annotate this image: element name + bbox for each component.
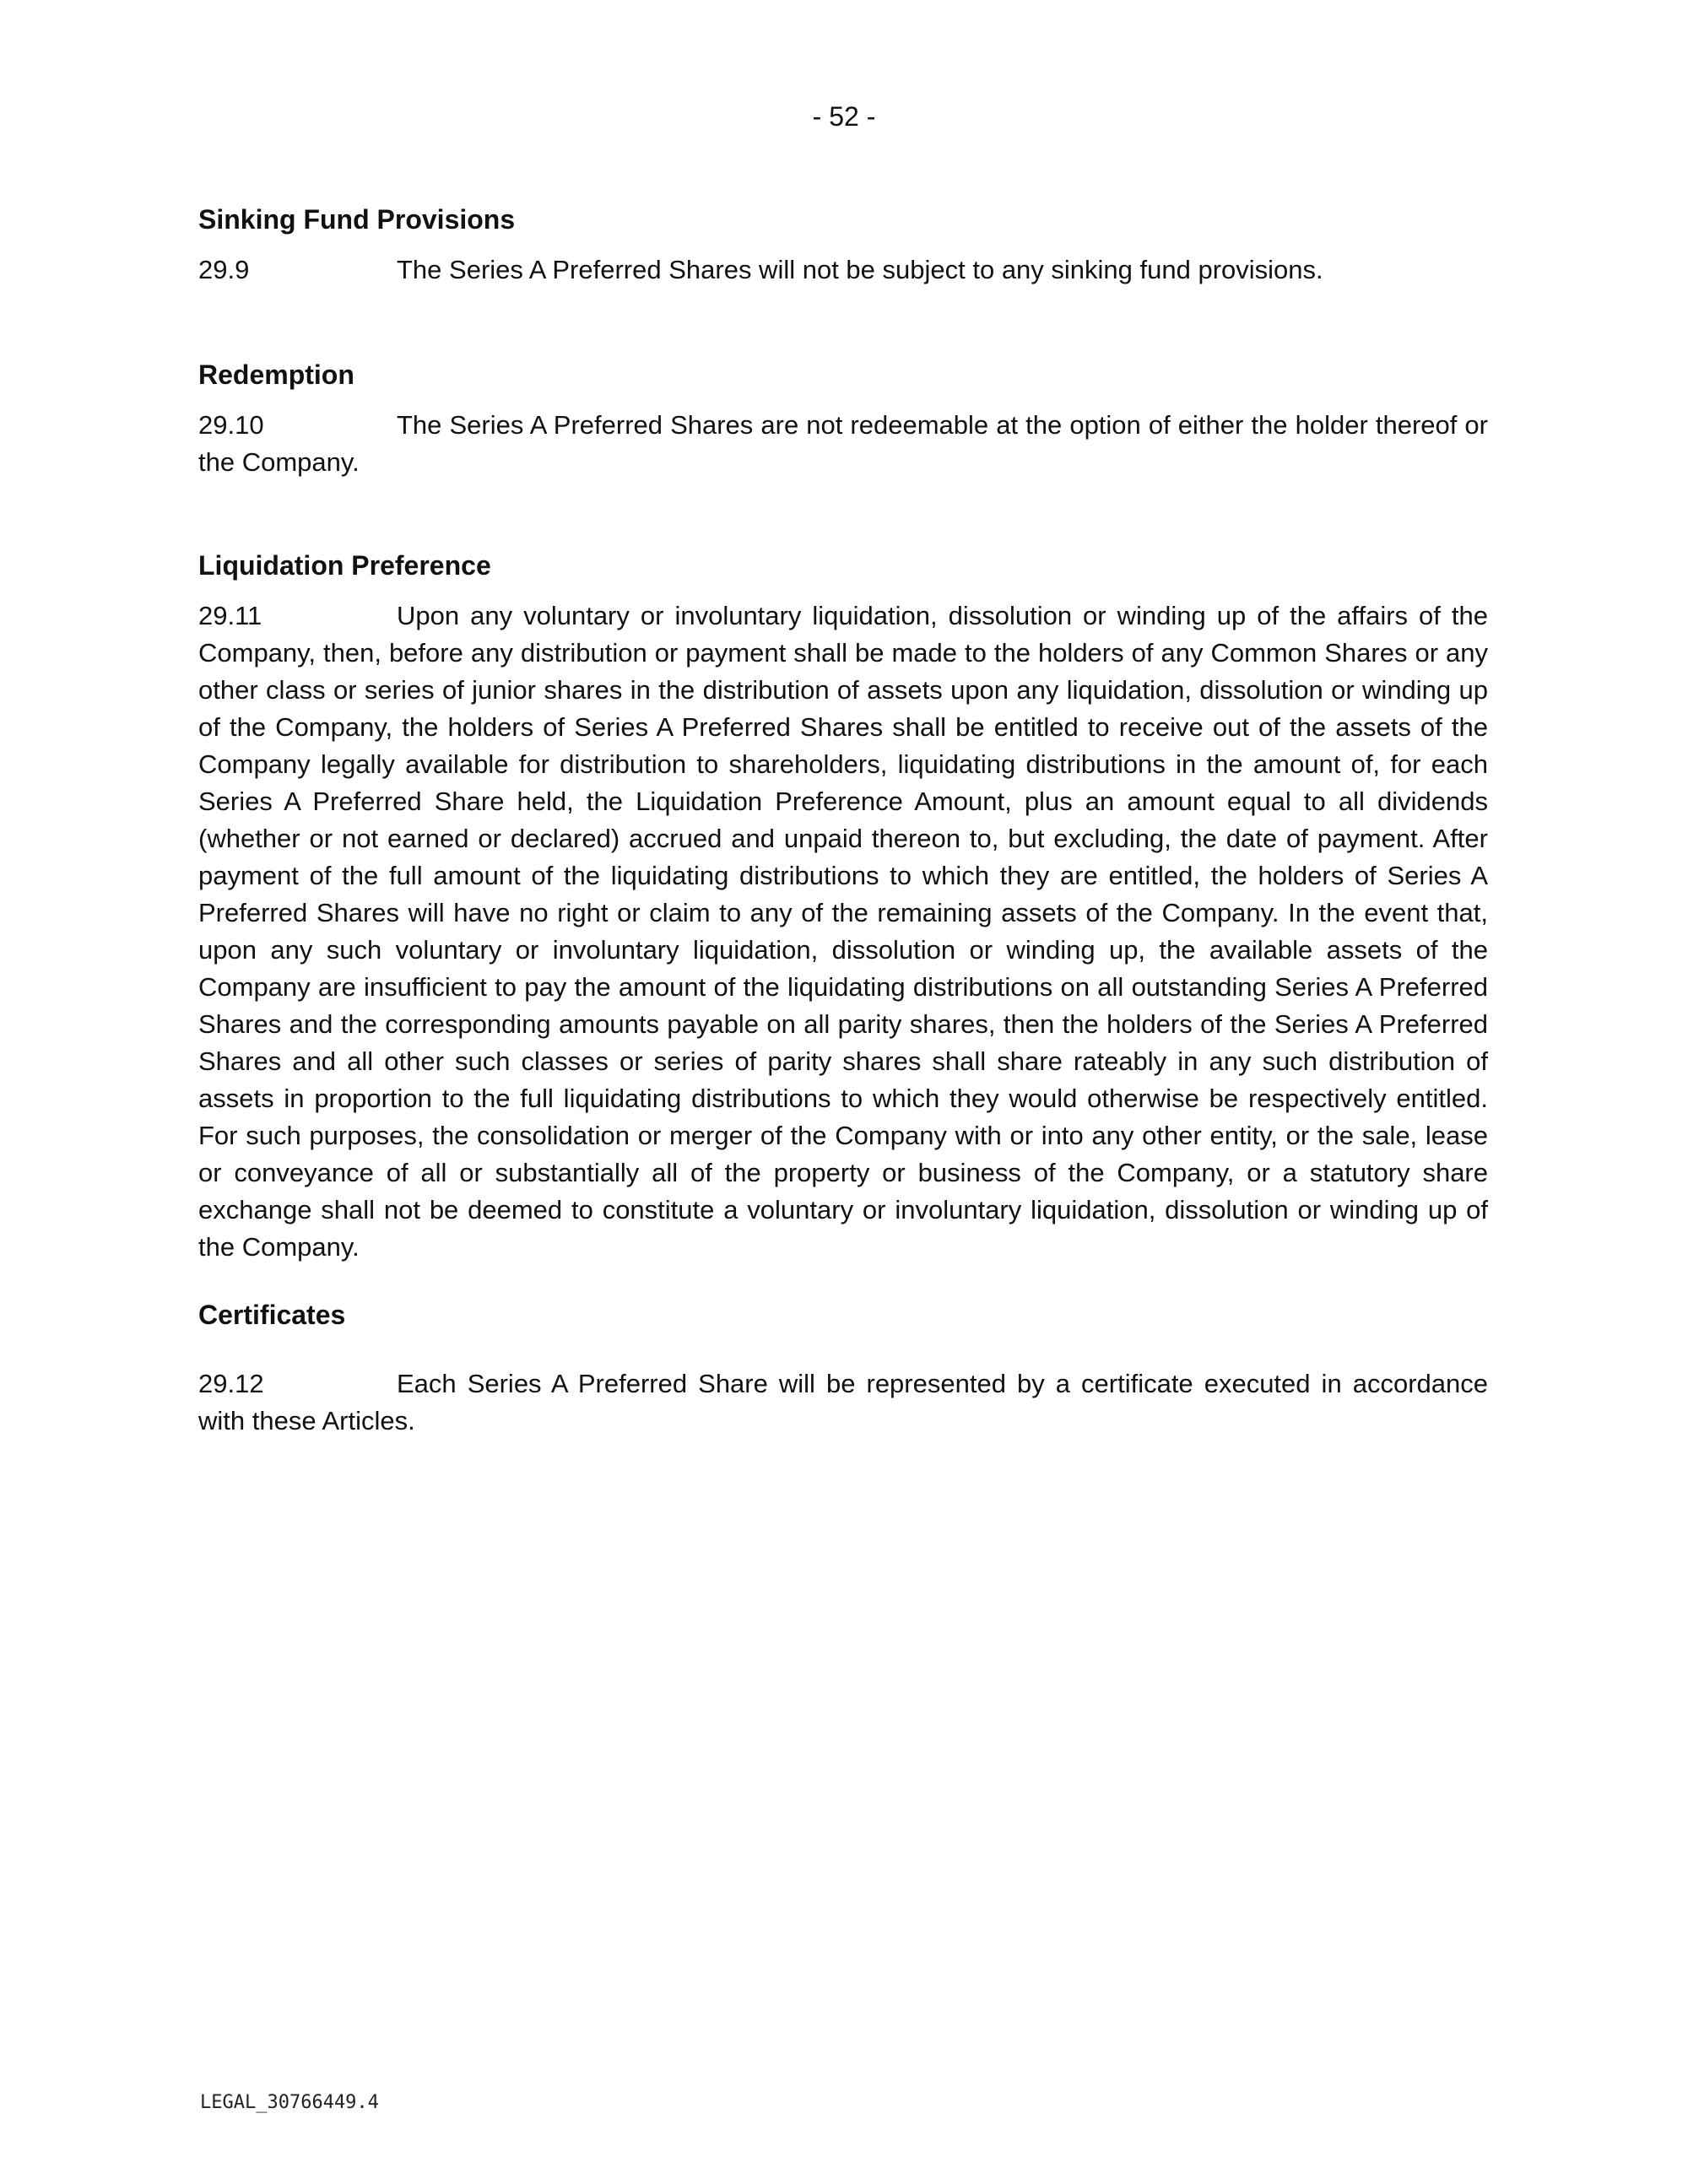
- page-number: - 52 -: [812, 101, 876, 132]
- document-reference: LEGAL_30766449.4: [200, 2092, 379, 2113]
- section-heading-sinking-fund: Sinking Fund Provisions: [198, 204, 516, 235]
- document-body: [198, 196, 1488, 1440]
- clause-number: 29.9: [198, 255, 250, 284]
- clause-29-10: [198, 407, 1488, 481]
- clause-29-12: [198, 1365, 1488, 1440]
- section-heading-redemption: Redemption: [198, 359, 354, 390]
- section-heading-certificates: Certificates: [198, 1300, 346, 1330]
- clause-number: 29.11: [198, 601, 262, 630]
- clause-number: 29.10: [198, 410, 264, 440]
- clause-text: Each Series A Preferred Share will be represented by a certificate executed in accordance with these Articles.: [198, 1369, 1488, 1435]
- clause-29-11: [198, 597, 1488, 1266]
- clause-text: The Series A Preferred Shares will not be subject to any sinking fund provisions.: [397, 255, 1323, 284]
- section-heading-liquidation-preference: Liquidation Preference: [198, 550, 491, 581]
- clause-text: Upon any voluntary or involuntary liquidation, dissolution or winding up of the affairs of the Company, then, before any distribution or payment shall be made to the holders of any Common Shares or any other class or series of junior shares in the distribution of assets upon any liquidation, dissolution or winding up of the Company, the holders of Series A Preferred Shares shall be entitled to receive out of the assets of the Company legally available for distribution to shareholders, liquidating distributions in the amount of, for each Series A Preferred Share held, the Liquidation Preference Amount, plus an amount equal to all dividends (whether or not earned or declared) accrued and unpaid thereon to, but excluding, the date of payment. After payment of the full amount of the liquidating distributions to which they are entitled, the holders of Series A Preferred Shares will have no right or claim to any of the remaining assets of the Company. In the event that, upon any such voluntary or involuntary liquidation, dissolution or winding up, the available assets of the Company are insufficient to pay the amount of the liquidating distributions on all outstanding Series A Preferred Shares and the corresponding amounts payable on all parity shares, then the holders of the Series A Preferred Shares and all other such classes or series of parity shares shall share rateably in any such distribution of assets in proportion to the full liquidating distributions to which they would otherwise be respectively entitled. For such purposes, the consolidation or merger of the Company with or into any other entity, or the sale, lease or conveyance of all or substantially all of the property or business of the Company, or a statutory share exchange shall not be deemed to constitute a voluntary or involuntary liquidation, dissolution or winding up of the Company.: [198, 601, 1488, 1262]
- clause-number: 29.12: [198, 1369, 264, 1398]
- clause-text: The Series A Preferred Shares are not redeemable at the option of either the holder thereof or the Company.: [198, 410, 1488, 477]
- clause-29-9: [198, 251, 1488, 289]
